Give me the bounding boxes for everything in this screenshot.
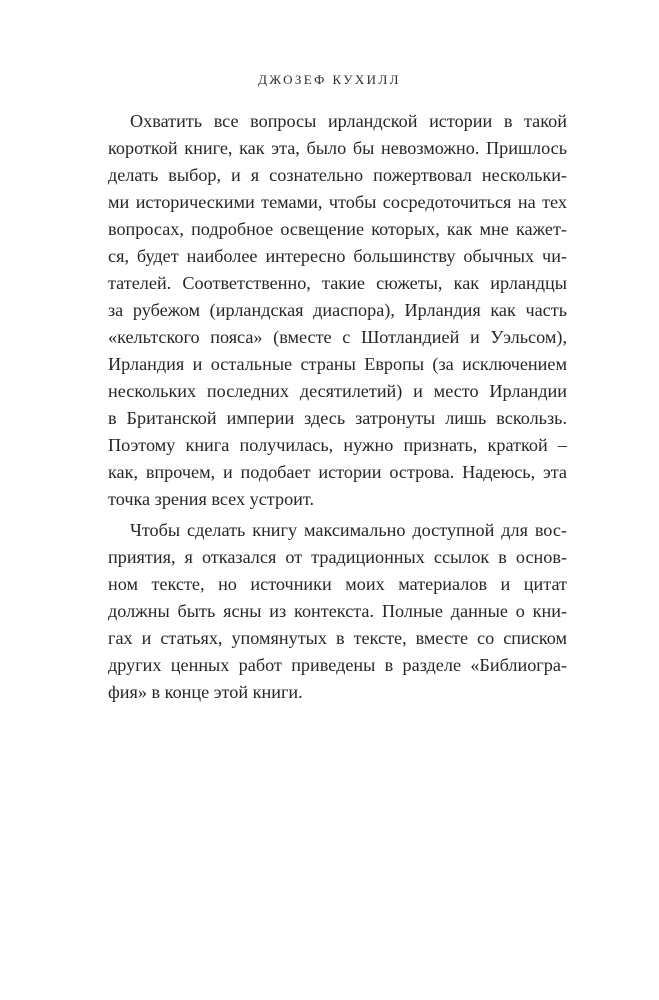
text-line: приятия, я отказался от традиционных ссылок в основ- xyxy=(108,547,567,567)
text-line: должны быть ясны из контекста. Полные данные о кни- xyxy=(108,601,567,621)
text-line: Охватить все вопросы ирландской истории в такой xyxy=(130,111,567,131)
text-line: Чтобы сделать книгу максимально доступной для вос- xyxy=(130,520,567,540)
text-line: Ирландия и остальные страны Европы (за исключением xyxy=(108,354,567,374)
text-line: тателей. Соответственно, такие сюжеты, как ирландцы xyxy=(108,273,567,293)
text-line: ном тексте, но источники моих материалов и цитат xyxy=(108,574,567,594)
text-line: вопросах, подробное освещение которых, как мне кажет- xyxy=(108,219,567,239)
text-line: точка зрения всех устроит. xyxy=(108,489,315,509)
text-line: гах и статьях, упомянутых в тексте, вместе со списком xyxy=(108,628,567,648)
text-line: как, впрочем, и подобает истории острова. Надеюсь, эта xyxy=(108,462,567,482)
paragraph-1 xyxy=(108,108,567,513)
text-line: Поэтому книга получилась, нужно признать, краткой – xyxy=(108,435,567,455)
text-line: в Британской империи здесь затронуты лишь вскользь. xyxy=(108,408,567,428)
text-line: фия» в конце этой книги. xyxy=(108,682,303,702)
text-line: короткой книге, как эта, было бы невозможно. Пришлось xyxy=(108,138,567,158)
text-line: ми историческими темами, чтобы сосредоточиться на тех xyxy=(108,192,567,212)
body-text xyxy=(108,108,567,706)
text-line: нескольких последних десятилетий) и место Ирландии xyxy=(108,381,567,401)
paragraph-2 xyxy=(108,517,567,706)
text-line: делать выбор, и я сознательно пожертвовал нескольки- xyxy=(108,165,567,185)
text-line: других ценных работ приведены в разделе «Библиогра- xyxy=(108,655,567,675)
text-line: ся, будет наиболее интересно большинству обычных чи- xyxy=(108,246,567,266)
text-line: «кельтского пояса» (вместе с Шотландией и Уэльсом), xyxy=(108,327,567,347)
text-line: за рубежом (ирландская диаспора), Ирландия как часть xyxy=(108,300,567,320)
running-header: ДЖОЗЕФ КУХИЛЛ xyxy=(258,72,401,87)
